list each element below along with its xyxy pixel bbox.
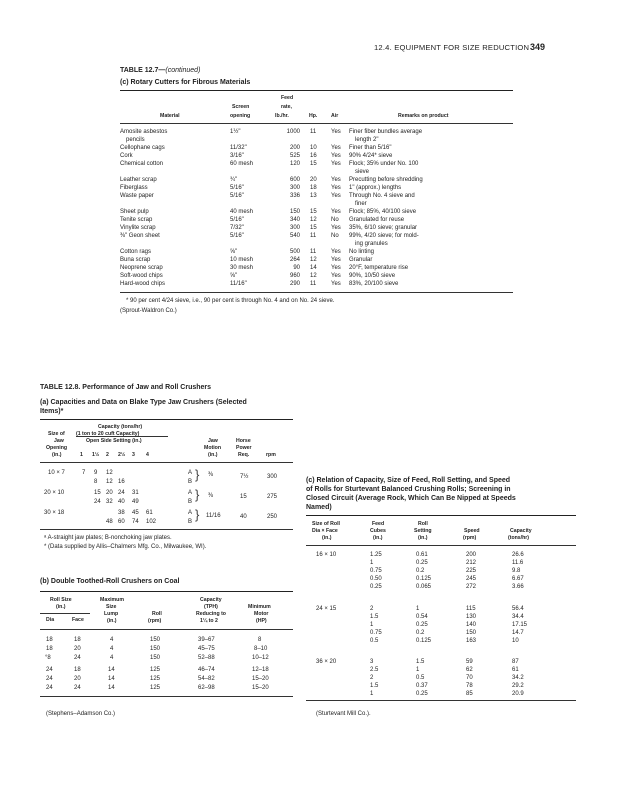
material-column: Amosite asbestos pencils Cellophane cags Cork Chemical cotton Leather scrap Fiberglass Waste paper Sheet pulp Tenite scrap Vinylite scrap ⅜" Geon sheet Cotton rags Buna scrap Neoprene scrap Soft-wood chips Hard-wood chips — [120, 129, 168, 287]
table-title: TABLE 12.7—(continued) — [120, 67, 201, 74]
col-header-feed: Feed — [281, 95, 294, 101]
header-hp-3: Req. — [238, 452, 250, 458]
col-header-material: Material — [160, 113, 180, 119]
book-page: 12.4. EQUIPMENT FOR SIZE REDUCTION 349 TABLE 12.7—(continued) (c) Rotary Cutters for Fibrous Materials Feed Screen rate, Material opening lb./hr. Hp. Air Remarks on product Amosite asbestos pencils Cellophane cags Cork Chemical cotton Leather scrap Fiberglass Waste paper Sheet pulp Tenite scrap Vinylite scrap ⅜" Geon sheet Cotton rags Buna scrap Neoprene scrap Soft-wood chips Hard-wood chips 1½" 11/32" 3/16" 60 mesh ¾" 5/16" 5/16" 40 mesh 5/16" 7/32" 5/16" ⅝" 10 mesh 30 mesh ⅝" 11/16" 1000 200 525 120 600 300 336 150 340 300 540 500 264 90 960 290 11 10 16 15 20 18 13 15 12 15 11 11 12 14 12 11 Yes Yes Yes Yes Yes Yes Yes Yes No Yes No Yes Yes Yes Yes Yes Finer fiber bundles average length 2" Finer than 5/16" 90% 4/24* sieve Flock; 35% under No. 100 sieve Precutting before shredding 1" (approx.) lengths Through No. 4 sieve and finer Flock; 85%, 40/100 sieve Granulated for reuse 35%, 6/10 sieve; granular 99%, 4/20 sieve; for mold- ing granules No linting Granular 20°F, temperature rise 90%, 10/50 sieve 83%, 20/100 sieve * 90 per cent 4/24 sieve, i.e., 90 per cent is through No. 4 and on No. 24 sieve. (Sprout-Waldron Co.) TABLE 12.8. Performance of Jaw and Roll Crushers (a) Capacities and Data on Blake Type Jaw Crushers (Selected Items)* Capacity (tons/hr) (1 ton to 20 cuft Capacity) Open Side Setting (in.) Size of Jaw Opening (in.) Jaw Motion (in.) Horse Power Req. rpm 1 1½ 2 2½ 3 4 10 × 7 7 9 12 A ⅜ 7½ 300 8 12 16 B 20 × 10 15 20 24 31 A ⅜ 15 275 24 32 40 49 B 30 × 18 38 45 61 A 11/16 40 250 48 60 74 102 B } } } ᵃ A-straight jaw plates; B-nonchoking jaw plates. * (Data supplied by Allis–Chalmers Mfg. Co., Milwaukee, WI). (b) Double Toothed-Roll Crushers on Coal Roll Size (in.) Dia Face Maximum Size Lump (in.) Roll (rpm) Capacity (TPH) Reducing to 1¼ to 2 Minimum Motor (HP) 18 18 4 150 39–67 8 18 20 4 150 45–75 8–10 °8 24 4 150 52–88 10–12 24 18 14 125 46–74 12–18 24 20 14 125 54–82 15–20 24 24 14 125 62–98 15–20 (Stephens–Adamson Co.) (c) Relation of Capacity, Size of Feed, Roll Setting, and Speed of Rolls for Sturtevant Balanced Crushing Rolls; Screening in Closed Circuit (Average Rock, Which Can Be Nipped at Speeds Named) Size of Roll Dia × Face (in.) Feed Cubes (in.) Roll Setting (in.) Speed (rpm) Capacity (tons/hr) 16 × 10 1.25 1 0.75 0.50 0.25 0.61 0.25 0.2 0.125 0.065 200 212 225 245 272 26.6 11.6 9.8 6.67 3.66 24 × 15 2 1.5 1 0.75 0.5 1 0.54 0.25 0.2 0.125 115 130 140 150 163 56.4 34.4 17.15 14.7 10 36 × 20 3 2.5 2 1.5 1 1.5 1 0.5 0.37 0.25 59 62 70 78 85 87 61 34.2 29.2 20.9 (Sturtevant Mill Co.). — [0, 0, 617, 800]
header-min-3: (HP) — [256, 618, 267, 624]
header-capacity-2: (1 ton to 20 cuft Capacity) — [76, 431, 140, 437]
header-rpm: rpm — [266, 452, 276, 458]
header-jaw-2: Motion — [204, 445, 221, 451]
rule — [120, 123, 513, 124]
header-speed-2: (rpm) — [463, 535, 477, 541]
brace-icon: } — [195, 487, 200, 502]
header-capacity: Capacity (tons/hr) — [98, 424, 143, 430]
header-in: (in.) — [56, 604, 66, 610]
header-face: Face — [72, 617, 84, 623]
header-feed-3: (in.) — [373, 535, 383, 541]
header-size-4: (in.) — [52, 452, 62, 458]
subtable-c-title-2: of Rolls for Sturtevant Balanced Crushing Rolls; Screening in — [306, 486, 511, 493]
col-header-lbhr: lb./hr. — [275, 113, 289, 119]
remarks-column: Finer fiber bundles average length 2" Finer than 5/16" 90% 4/24* sieve Flock; 35% under No. 100 sieve Precutting before shredding 1" (approx.) lengths Through No. 4 sieve and finer Flock; 85%, 40/100 sieve Granulated for reuse 35%, 6/10 sieve; granular 99%, 4/20 sieve; for mold- ing granules No linting Granular 20°F, temperature rise 90%, 10/50 sieve 83%, 20/100 sieve — [349, 129, 423, 287]
air-column: Yes Yes Yes Yes Yes Yes Yes Yes No Yes No Yes Yes Yes Yes Yes — [331, 129, 341, 287]
header-capacity: Capacity — [510, 528, 532, 534]
rule — [40, 591, 293, 592]
setting-2: 2 — [106, 452, 109, 458]
header-jaw: Jaw — [208, 438, 218, 444]
rule — [40, 629, 293, 630]
opening-column: 1½" 11/32" 3/16" 60 mesh ¾" 5/16" 5/16" 40 mesh 5/16" 7/32" 5/16" ⅝" 10 mesh 30 mesh ⅝" 11/16" — [230, 129, 254, 287]
header-capacity: Capacity — [200, 597, 222, 603]
rule — [306, 700, 576, 701]
header-max-4: (in.) — [107, 618, 117, 624]
rule — [40, 529, 293, 530]
header-speed: Speed — [464, 528, 480, 534]
rule — [306, 515, 576, 516]
page-number: 349 — [530, 42, 546, 52]
setting-2-5: 2½ — [118, 452, 126, 458]
subtable-a-title: (a) Capacities and Data on Blake Type Jaw Crushers (Selected — [40, 399, 247, 406]
header-roll: Roll — [418, 521, 428, 527]
rule — [120, 292, 513, 293]
header-capacity-3: Open Side Setting (in.) — [86, 438, 142, 444]
subtable-c-title-3: Closed Circuit (Average Rock, Which Can Be Nipped at Speeds — [306, 495, 516, 502]
subtable-c-title: (c) Relation of Capacity, Size of Feed, Roll Setting, and Speed — [306, 477, 511, 484]
header-min: Minimum — [248, 604, 271, 610]
header-size-2: Jaw — [54, 438, 64, 444]
footnote: * 90 per cent 4/24 sieve, i.e., 90 per cent is through No. 4 and on No. 24 sieve. — [126, 298, 335, 304]
col-header-hp: Hp. — [309, 113, 318, 119]
header-size-3: Opening — [46, 445, 68, 451]
header-rpm: (rpm) — [148, 618, 162, 624]
rule — [76, 436, 168, 437]
table-subtitle: (c) Rotary Cutters for Fibrous Materials — [120, 79, 251, 86]
header-feed-2: Cubes — [370, 528, 386, 534]
col-header-remarks: Remarks on product — [398, 113, 449, 119]
header-min-2: Motor — [254, 611, 269, 617]
subtable-b-title: (b) Double Toothed-Roll Crushers on Coal — [40, 578, 180, 585]
source-note: (Sturtevant Mill Co.). — [316, 711, 371, 717]
footnote: * (Data supplied by Allis–Chalmers Mfg. Co., Milwaukee, WI). — [44, 544, 207, 550]
col-header-opening: opening — [230, 113, 251, 119]
header-hp-2: Power — [236, 445, 252, 451]
rule — [120, 90, 513, 91]
table-title: TABLE 12.8. Performance of Jaw and Roll Crushers — [40, 384, 212, 391]
setting-1: 1 — [80, 452, 83, 458]
footnote: ᵃ A-straight jaw plates; B-nonchoking jaw plates. — [44, 535, 172, 541]
header-max-2: Size — [106, 604, 117, 610]
rule — [40, 613, 90, 614]
source-note: (Sprout-Waldron Co.) — [120, 308, 177, 314]
rule — [40, 696, 293, 697]
setting-3: 3 — [132, 452, 135, 458]
header-dia: Dia — [46, 617, 55, 623]
rule — [40, 419, 293, 420]
hp-column: 11 10 16 15 20 18 13 15 12 15 11 11 12 14 12 11 — [310, 129, 317, 287]
header-size-3: (in.) — [322, 535, 332, 541]
header-jaw-3: (in.) — [208, 452, 218, 458]
header-size: Size of — [48, 431, 65, 437]
header-size: Size of Roll — [312, 521, 340, 527]
header-roll-2: Setting — [414, 528, 432, 534]
header-roll-3: (in.) — [418, 535, 428, 541]
header-hp: Horse — [236, 438, 251, 444]
header-feed: Feed — [372, 521, 385, 527]
col-header-air: Air — [331, 113, 339, 119]
col-header-rate: rate, — [281, 104, 292, 110]
header-capacity-2: (tons/hr) — [508, 535, 530, 541]
brace-icon: } — [195, 467, 200, 482]
setting-4: 4 — [146, 452, 149, 458]
running-header: 12.4. EQUIPMENT FOR SIZE REDUCTION — [374, 43, 530, 52]
subtable-c-title-4: Named) — [306, 504, 332, 511]
header-max-3: Lump — [104, 611, 119, 617]
header-max: Maximum — [100, 597, 124, 603]
header-roll: Roll — [152, 611, 162, 617]
setting-1-5: 1½ — [92, 452, 100, 458]
brace-icon: } — [195, 507, 200, 522]
header-capacity-2: (TPH) — [204, 604, 218, 610]
rate-column: 1000 200 525 120 600 300 336 150 340 300 540 500 264 90 960 290 — [286, 129, 300, 287]
subtable-a-title-2: Items)* — [40, 408, 64, 415]
rule — [306, 545, 576, 546]
header-roll-size: Roll Size — [50, 597, 72, 603]
col-header-screen: Screen — [232, 104, 250, 110]
source-note: (Stephens–Adamson Co.) — [46, 711, 116, 717]
header-capacity-4: 1¼ to 2 — [200, 618, 218, 624]
header-capacity-3: Reducing to — [196, 611, 226, 617]
header-size-2: Dia × Face — [312, 528, 338, 534]
rule — [40, 462, 293, 463]
